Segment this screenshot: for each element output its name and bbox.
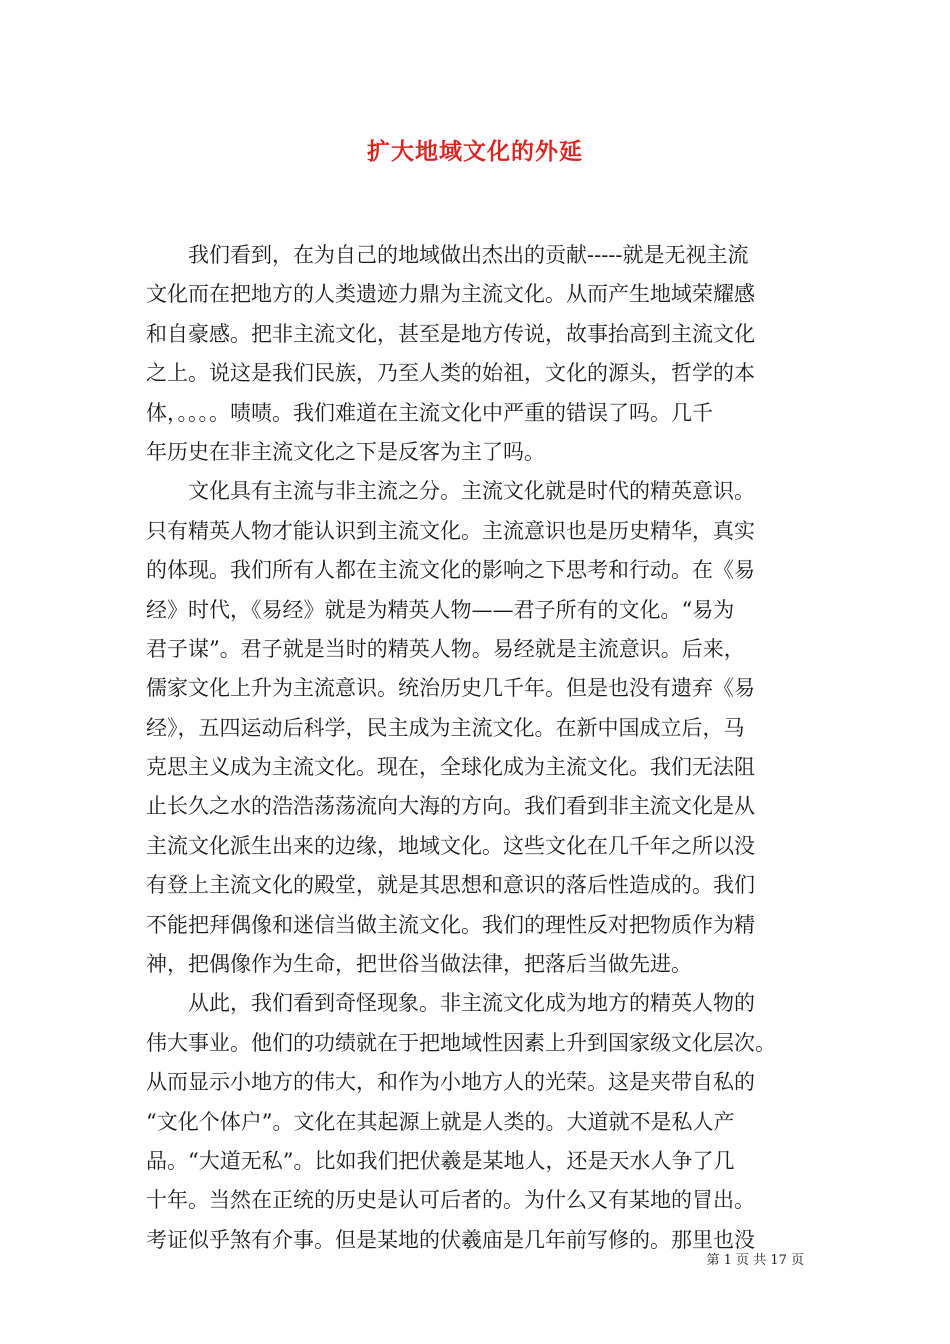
text-line: 从此，我们看到奇怪现象。非主流文化成为地方的精英人物的 xyxy=(188,991,755,1016)
text-line: 从而显示小地方的伟大，和作为小地方人的光荣。这是夹带自私的 xyxy=(146,1070,755,1095)
text-line: 经》时代，《易经》就是为精英人物——君子所有的文化。“易为 xyxy=(146,597,735,622)
text-line: 和自豪感。把非主流文化，甚至是地方传说，故事抬高到主流文化 xyxy=(146,321,755,346)
paragraph xyxy=(146,984,806,1260)
text-line: 止长久之水的浩浩荡荡流向大海的方向。我们看到非主流文化是从 xyxy=(146,794,755,819)
document-body xyxy=(146,236,806,1260)
text-line: 之上。说这是我们民族，乃至人类的始祖，文化的源头，哲学的本 xyxy=(146,361,755,386)
text-line: 我们看到，在为自己的地域做出杰出的贡献-----就是无视主流 xyxy=(188,243,749,267)
text-line: 神，把偶像作为生命，把世俗当做法律，把落后当做先进。 xyxy=(146,952,692,977)
text-line: 君子谋”。君子就是当时的精英人物。易经就是主流意识。后来， xyxy=(146,636,745,661)
paragraph xyxy=(146,236,806,472)
text-line: 文化而在把地方的人类遗迹力鼎为主流文化。从而产生地域荣耀感 xyxy=(146,282,755,307)
paragraph xyxy=(146,472,806,984)
text-line: 十年。当然在正统的历史是认可后者的。为什么又有某地的冒出。 xyxy=(146,1188,755,1213)
text-line: 品。“大道无私”。比如我们把伏羲是某地人，还是天水人争了几 xyxy=(146,1148,735,1173)
text-line: 年历史在非主流文化之下是反客为主了吗。 xyxy=(146,439,545,464)
text-line: 的体现。我们所有人都在主流文化的影响之下思考和行动。在《易 xyxy=(146,558,755,583)
text-line: 经》，五四运动后科学，民主成为主流文化。在新中国成立后，马 xyxy=(146,715,745,740)
text-line: 儒家文化上升为主流意识。统治历史几千年。但是也没有遗弃《易 xyxy=(146,676,755,701)
text-line: 文化具有主流与非主流之分。主流文化就是时代的精英意识。 xyxy=(188,479,755,504)
page-title: 扩大地域文化的外延 xyxy=(367,138,583,165)
text-line: “文化个体户”。文化在其起源上就是人类的。大道就不是私人产 xyxy=(146,1109,735,1134)
text-line: 克思主义成为主流文化。现在，全球化成为主流文化。我们无法阻 xyxy=(146,755,755,780)
text-line: 体，。。。。啧啧。我们难道在主流文化中严重的错误了吗。几千 xyxy=(146,400,713,425)
text-line: 伟大事业。他们的功绩就在于把地域性因素上升到国家级文化层次。 xyxy=(146,1030,776,1055)
text-line: 考证似乎煞有介事。但是某地的伏羲庙是几年前写修的。那里也没 xyxy=(146,1227,755,1252)
text-line: 只有精英人物才能认识到主流文化。主流意识也是历史精华，真实 xyxy=(146,518,755,543)
text-line: 有登上主流文化的殿堂，就是其思想和意识的落后性造成的。我们 xyxy=(146,873,755,898)
text-line: 不能把拜偶像和迷信当做主流文化。我们的理性反对把物质作为精 xyxy=(146,912,755,937)
text-line: 主流文化派生出来的边缘，地域文化。这些文化在几千年之所以没 xyxy=(146,833,755,858)
page-number: 第 1 页 共 17 页 xyxy=(706,1253,804,1268)
